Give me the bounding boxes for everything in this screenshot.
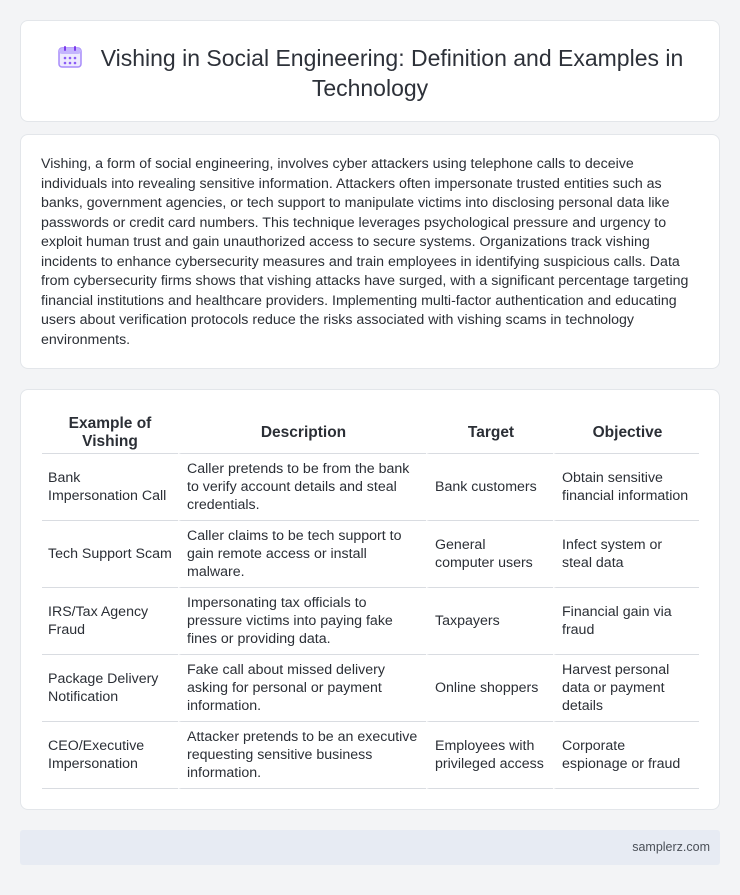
cell-description: Caller claims to be tech support to gain remote access or install malware. xyxy=(178,521,426,588)
cell-objective: Obtain sensitive financial information xyxy=(553,454,699,521)
cell-target: Online shoppers xyxy=(426,655,553,722)
table-card xyxy=(20,389,720,810)
table-row xyxy=(42,454,699,521)
table-row xyxy=(42,588,699,655)
page-title xyxy=(41,43,699,103)
cell-objective: Financial gain via fraud xyxy=(553,588,699,655)
cell-objective: Harvest personal data or payment details xyxy=(553,655,699,722)
footer-site-link[interactable]: samplerz.com xyxy=(632,840,710,854)
cell-description: Impersonating tax officials to pressure victims into paying fake fines or providing data. xyxy=(178,588,426,655)
cell-example: CEO/Executive Impersonation xyxy=(42,722,178,789)
intro-card xyxy=(20,134,720,369)
header-target: Target xyxy=(426,412,553,454)
header-example: Example of Vishing xyxy=(42,412,178,454)
cell-example: Tech Support Scam xyxy=(42,521,178,588)
table-row xyxy=(42,722,699,789)
vishing-examples-table xyxy=(42,412,699,789)
page-title-text: Vishing in Social Engineering: Definition and Examples in Technology xyxy=(100,45,684,101)
cell-description: Caller pretends to be from the bank to verify account details and steal credentials. xyxy=(178,454,426,521)
footer-bar xyxy=(20,830,720,865)
title-card xyxy=(20,20,720,122)
header-objective: Objective xyxy=(553,412,699,454)
calendar-icon xyxy=(57,45,83,69)
cell-objective: Corporate espionage or fraud xyxy=(553,722,699,789)
cell-objective: Infect system or steal data xyxy=(553,521,699,588)
table-row xyxy=(42,655,699,722)
cell-example: Bank Impersonation Call xyxy=(42,454,178,521)
cell-target: Bank customers xyxy=(426,454,553,521)
intro-paragraph: Vishing, a form of social engineering, involves cyber attackers using telephone calls to deceive individuals into revealing sensitive information. Attackers often impersonate trusted entities such as banks, government agencies, or tech support to manipulate victims into disclosing personal data like passwords or credit card numbers. This technique leverages psychological pressure and urgency to exploit human trust and gain unauthorized access to secure systems. Organizations track vishing incidents to enhance cybersecurity measures and train employees in identifying suspicious calls. Data from cybersecurity firms shows that vishing attacks have surged, with a significant percentage targeting financial institutions and healthcare providers. Implementing multi-factor authentication and educating users about verification protocols reduce the risks associated with vishing scams in technology environments. xyxy=(41,156,689,348)
cell-target: General computer users xyxy=(426,521,553,588)
cell-description: Fake call about missed delivery asking for personal or payment information. xyxy=(178,655,426,722)
cell-example: IRS/Tax Agency Fraud xyxy=(42,588,178,655)
cell-description: Attacker pretends to be an executive requesting sensitive business information. xyxy=(178,722,426,789)
cell-target: Taxpayers xyxy=(426,588,553,655)
header-description: Description xyxy=(178,412,426,454)
table-header-row xyxy=(42,412,699,454)
cell-target: Employees with privileged access xyxy=(426,722,553,789)
table-row xyxy=(42,521,699,588)
cell-example: Package Delivery Notification xyxy=(42,655,178,722)
